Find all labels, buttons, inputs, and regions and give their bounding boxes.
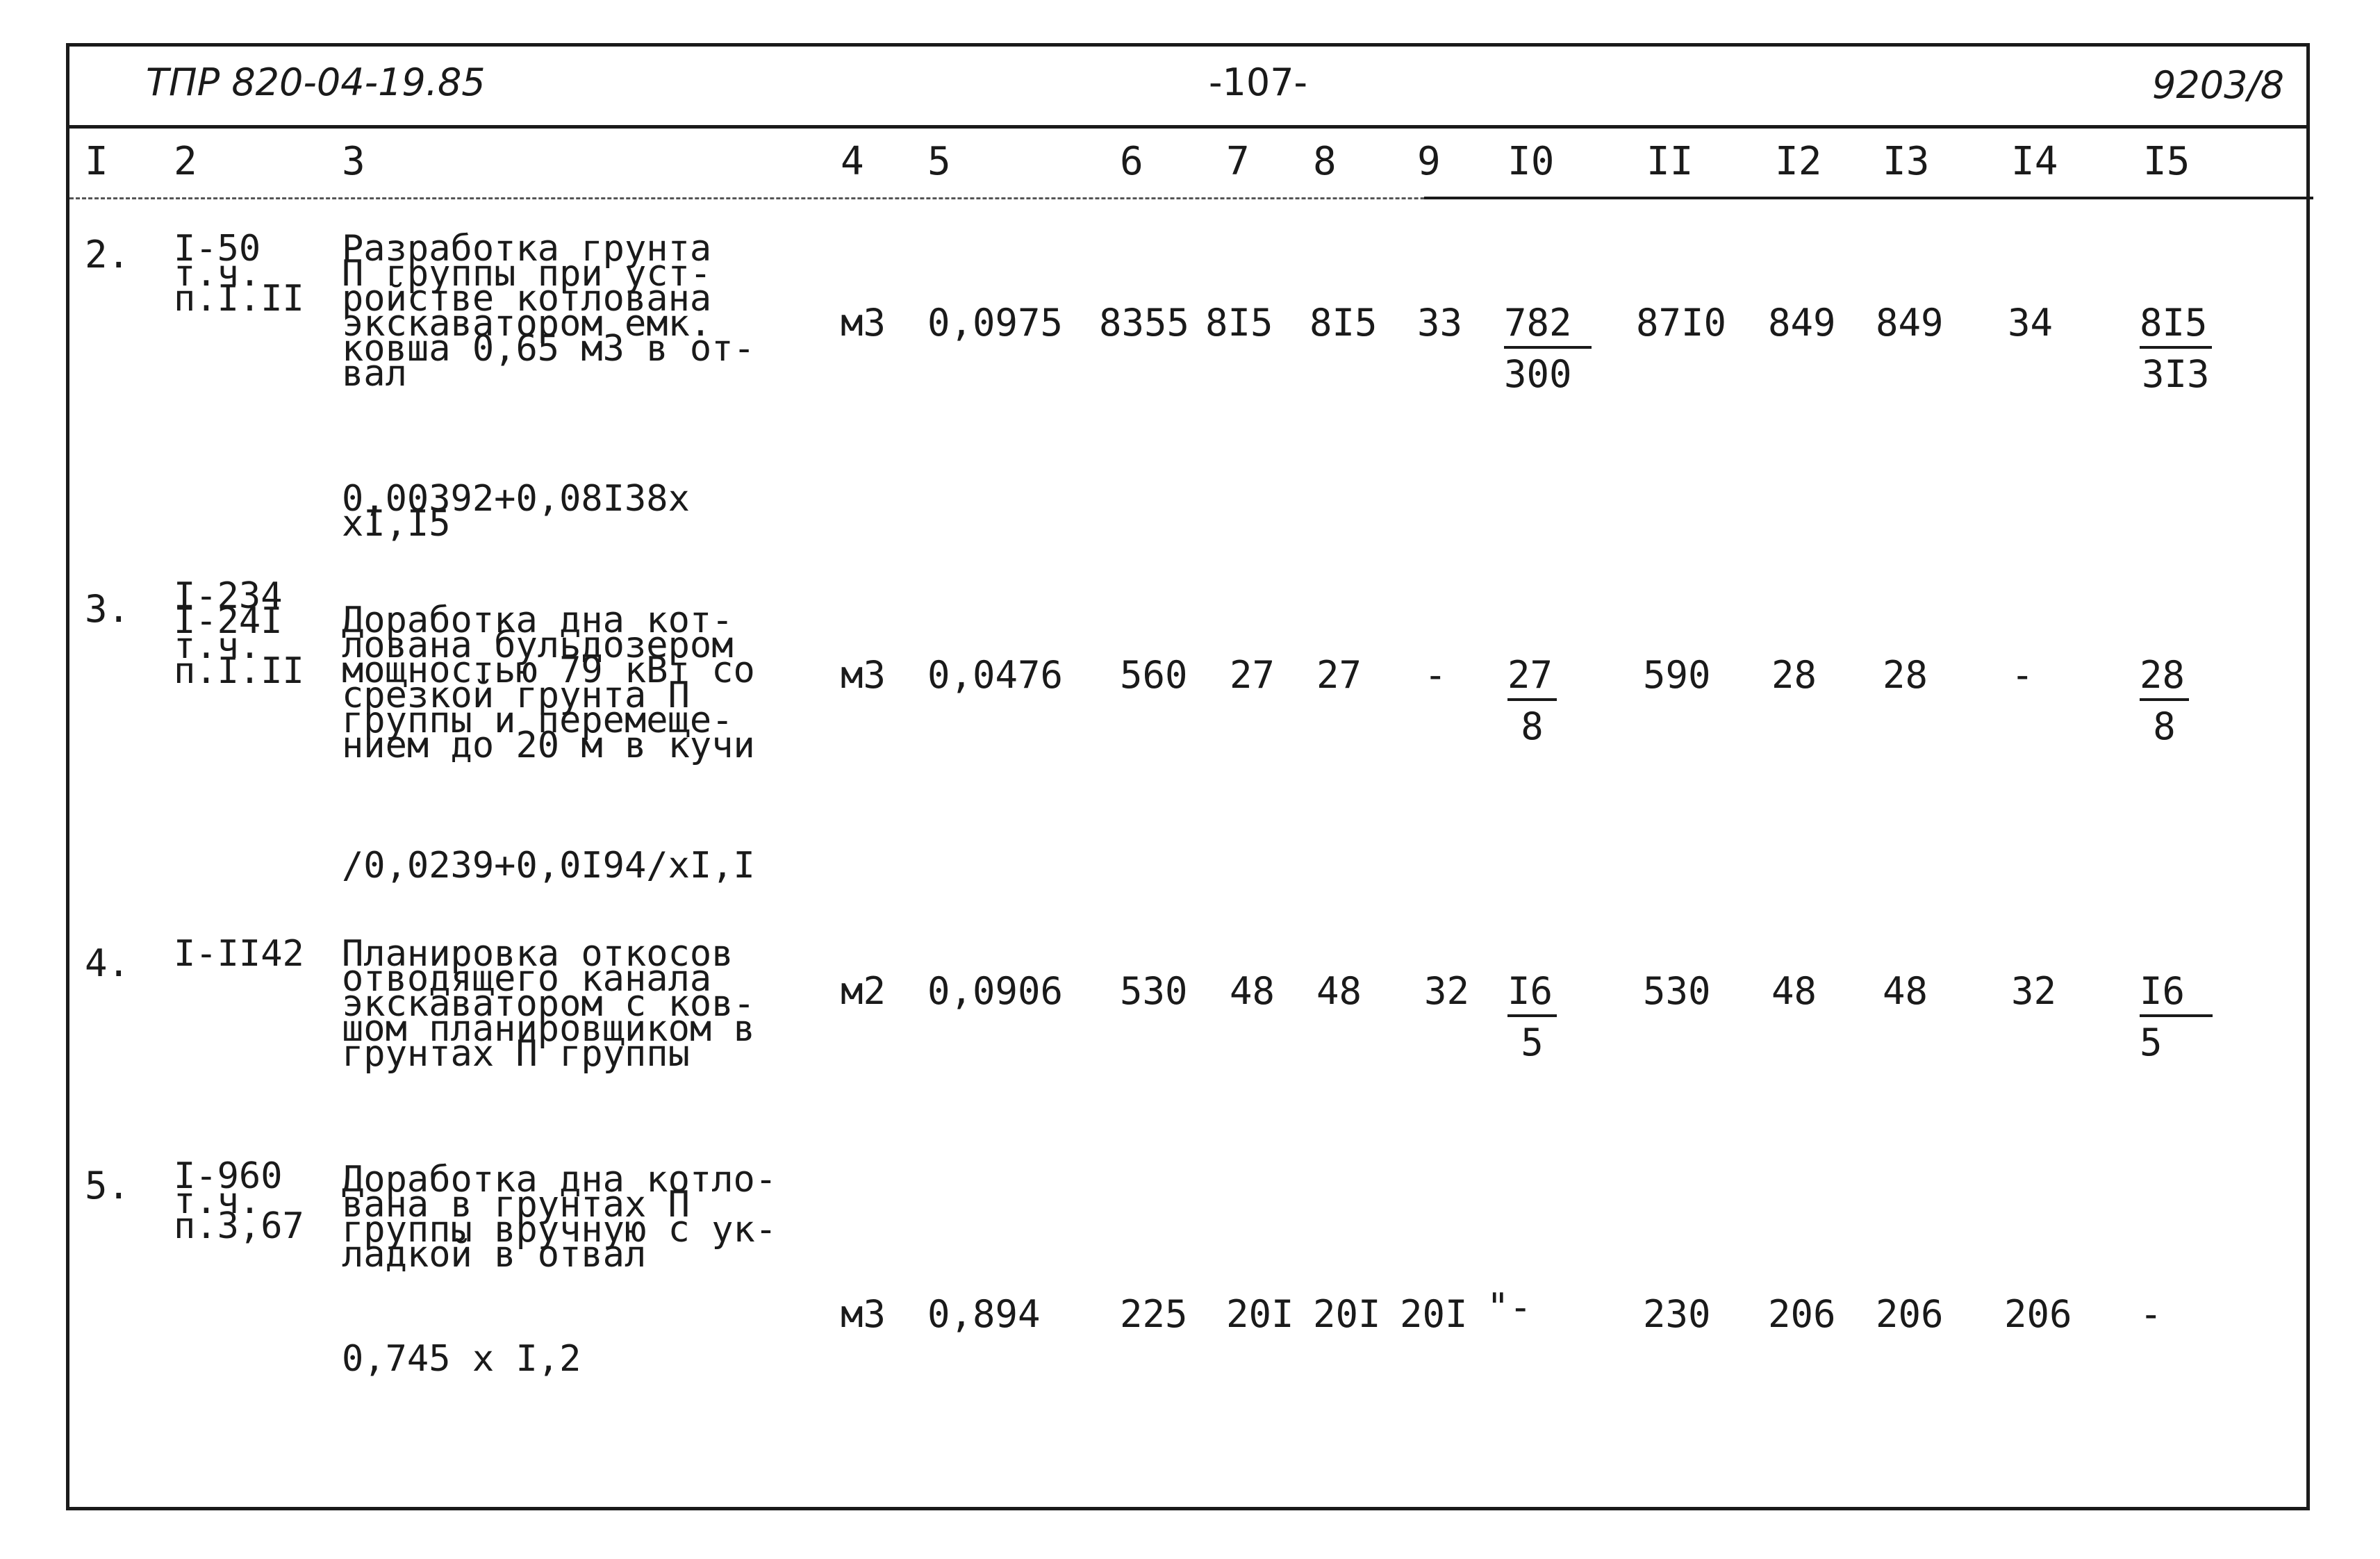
fraction-numerator: 8I5: [2140, 304, 2212, 349]
unit: м3: [841, 653, 886, 697]
col-10-fraction: [1507, 653, 1557, 748]
col-9-value: -: [1424, 653, 1447, 697]
col-15-fraction: [2140, 969, 2213, 1064]
column-header-rule-right: [1424, 197, 2313, 199]
work-formula: /0,0239+0,0I94/xI,I: [342, 845, 755, 886]
fraction-denominator: 8: [2153, 704, 2176, 748]
col-15-fraction: [2140, 653, 2189, 748]
col-13-value: 849: [1876, 301, 1944, 345]
col-header-2: 2: [174, 139, 197, 184]
col-12-value: 849: [1768, 301, 1836, 345]
col-15-fraction: [2140, 301, 2212, 396]
row-number: 4.: [85, 941, 131, 985]
col-13-value: 206: [1876, 1292, 1944, 1336]
col-5-value: 0,0906: [927, 969, 1064, 1013]
col-11-value: 590: [1643, 653, 1711, 697]
col-14-value: -: [2011, 653, 2034, 697]
col-9-value: 20I: [1400, 1292, 1468, 1336]
col-header-3: 3: [342, 139, 365, 184]
work-description: Доработка дна кот- лована бульдозером мощностью 79 кВт со срезкой грунта П группы и перемеще- нием до 20 м в кучи: [342, 600, 755, 766]
work-formula: 0,00392+0,08I38x xI,I5: [342, 478, 690, 545]
col-7-value: 27: [1230, 653, 1275, 697]
col-5-value: 0,0975: [927, 301, 1064, 345]
page-number: -107-: [1209, 60, 1308, 104]
fraction-denominator: 300: [1504, 352, 1572, 396]
work-code: I-960 т.ч. п.3,67: [174, 1155, 304, 1247]
header-rule: [69, 125, 2306, 129]
col-header-12: I2: [1775, 139, 1822, 184]
row-number: 3.: [85, 587, 131, 631]
col-9-value: 33: [1417, 301, 1463, 345]
col-14-value: 34: [2008, 301, 2053, 345]
col-header-5: 5: [927, 139, 951, 184]
col-header-1: I: [85, 139, 108, 184]
col-header-9: 9: [1417, 139, 1441, 184]
col-7-value: 8I5: [1205, 301, 1273, 345]
col-header-7: 7: [1226, 139, 1250, 184]
row-number: 5.: [85, 1164, 131, 1207]
unit: м2: [841, 969, 886, 1013]
fraction-numerator: I6: [2140, 973, 2213, 1017]
col-header-4: 4: [841, 139, 864, 184]
col-6-value: 8355: [1099, 301, 1190, 345]
fraction-denominator: 5: [1521, 1021, 1544, 1064]
fraction-numerator: 27: [1507, 657, 1557, 701]
col-10-fraction: [1507, 969, 1557, 1064]
col-11-value: 230: [1643, 1292, 1711, 1336]
col-7-value: 48: [1230, 969, 1275, 1013]
col-header-10: I0: [1507, 139, 1555, 184]
col-8-value: 8I5: [1309, 301, 1378, 345]
fraction-numerator: I6: [1507, 973, 1557, 1017]
col-header-8: 8: [1313, 139, 1337, 184]
work-description: Доработка дна котло- вана в грунтах П группы вручную с ук- ладкой в отвал: [342, 1159, 777, 1276]
col-6-value: 225: [1120, 1292, 1188, 1336]
work-code: I-50 т.ч. п.I.II: [174, 228, 304, 320]
work-code: I-234 I-24I т.ч. п.I.II: [174, 575, 304, 692]
fraction-numerator: 782: [1504, 304, 1592, 349]
doc-code: ТПР 820-04-19.85: [146, 60, 486, 104]
col-12-value: 48: [1771, 969, 1817, 1013]
fraction-denominator: 5: [2140, 1021, 2163, 1064]
fraction-denominator: 3I3: [2142, 352, 2210, 396]
col-14-value: 32: [2011, 969, 2057, 1013]
col-15-value: -: [2140, 1292, 2163, 1336]
fraction-numerator: 28: [2140, 657, 2189, 701]
col-14-value: 206: [2004, 1292, 2072, 1336]
col-header-14: I4: [2011, 139, 2058, 184]
col-10-value: "-: [1487, 1285, 1532, 1329]
col-7-value: 20I: [1226, 1292, 1294, 1336]
col-header-11: II: [1646, 139, 1694, 184]
work-code: I-II42: [174, 933, 304, 975]
col-12-value: 206: [1768, 1292, 1836, 1336]
unit: м3: [841, 301, 886, 345]
work-formula: 0,745 x I,2: [342, 1338, 581, 1380]
unit: м3: [841, 1292, 886, 1336]
col-13-value: 48: [1883, 969, 1928, 1013]
col-13-value: 28: [1883, 653, 1928, 697]
col-6-value: 530: [1120, 969, 1188, 1013]
row-number: 2.: [85, 233, 131, 277]
work-description: Планировка откосов отводящего канала экскаватором с ков- шом планировщиком в грунтах П группы: [342, 933, 755, 1075]
col-header-6: 6: [1120, 139, 1143, 184]
col-11-value: 530: [1643, 969, 1711, 1013]
col-11-value: 87I0: [1636, 301, 1727, 345]
work-description: Разработка грунта П группы при уст- ройстве котлована экскаватором емк. ковша 0,65 м3 в от- вал: [342, 228, 755, 395]
col-8-value: 48: [1316, 969, 1362, 1013]
col-9-value: 32: [1424, 969, 1470, 1013]
col-8-value: 27: [1316, 653, 1362, 697]
col-6-value: 560: [1120, 653, 1188, 697]
col-12-value: 28: [1771, 653, 1817, 697]
col-10-fraction: [1504, 301, 1592, 396]
col-header-15: I5: [2143, 139, 2190, 184]
col-8-value: 20I: [1313, 1292, 1381, 1336]
col-5-value: 0,0476: [927, 653, 1064, 697]
col-header-13: I3: [1883, 139, 1930, 184]
sheet-code: 9203/8: [2152, 63, 2284, 107]
fraction-denominator: 8: [1521, 704, 1544, 748]
col-5-value: 0,894: [927, 1292, 1041, 1336]
